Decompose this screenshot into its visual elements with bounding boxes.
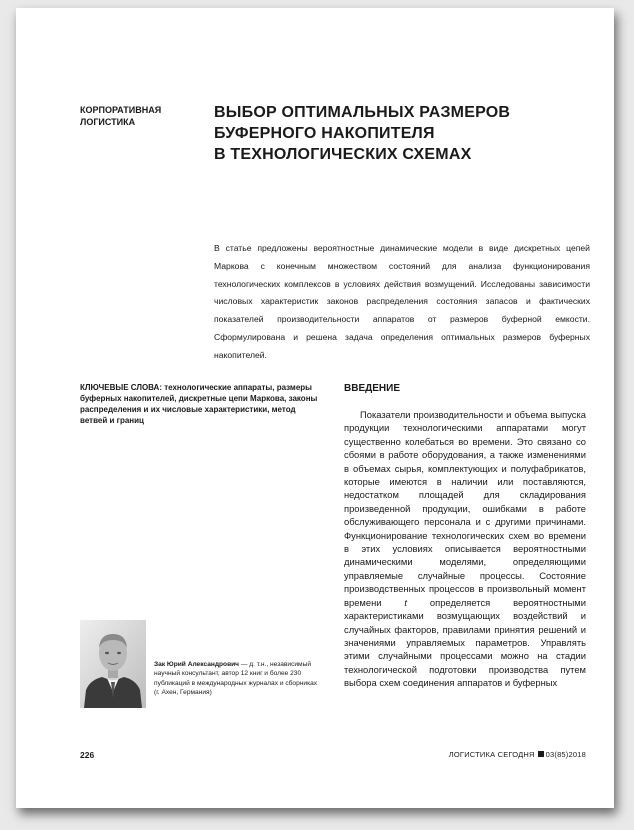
intro-text-part: Показатели производительности и объема выпуска продукции технологическими аппаратами могут существенно колебаться во времени. Это связано со сбоями в работе оборудования, а также изменениями в объемах сырья, комплектующих и полуфабрикатов, которые имеются в наличии или поставляются, недостатком площадей для складирования произведенной продукции, ошибками в работе обслуживающего персонала и с другими причинами. Функционирование технологических схем во времени в этих условиях описывается вероятностными динамическими моделями, определяющими управляемые случайные процессы. Состояние производственных процессов в произвольный момент времени: [344, 409, 586, 608]
journal-name: ЛОГИСТИКА СЕГОДНЯ: [448, 750, 535, 759]
intro-body: [344, 408, 586, 690]
journal-footer: [449, 750, 586, 759]
page: [16, 8, 614, 808]
intro-text-part: определяется вероятностными характеристиками возмущающих воздействий и случайных факторов, правилами принятия решений и значениями управляемых параметров. Управлять этими случайными процессами можно на стадии технологической подготовки производства путем выбора схем соединения аппаратов и буферных: [344, 596, 586, 689]
square-separator-icon: [538, 751, 544, 757]
journal-issue: 03(85)2018: [545, 750, 586, 759]
time-symbol: t: [404, 596, 408, 608]
title-line: В ТЕХНОЛОГИЧЕСКИХ СХЕМАХ: [214, 146, 472, 163]
title-line: БУФЕРНОГО НАКОПИТЕЛЯ: [214, 125, 435, 142]
author-bio: — д. т.н., независимый научный консультант, автор 12 книг и более 230 публикаций в международных журналах и сборниках (г. Ахен, Германия): [154, 661, 318, 697]
keywords: КЛЮЧЕВЫЕ СЛОВА: технологические аппараты, размеры буферных накопителей, дискретные цепи Маркова, законы распределения и их числовые характеристики, метод ветвей и границ: [80, 383, 318, 425]
author-portrait-icon: [80, 620, 146, 708]
abstract: В статье предложены вероятностные динамические модели в виде дискретных цепей Маркова с конечным множеством состояний для анализа функционирования технологических комплексов в условиях действия возмущений. Исследованы зависимости числовых характеристик законов распределения состояния запасов и фактических показателей производительности аппаратов от размеров буферной емкости. Сформулирована и решена задача определения оптимальных размеров буферных накопителей.: [214, 243, 590, 360]
intro-heading: ВВЕДЕНИЕ: [344, 383, 400, 394]
intro-paragraph: [344, 408, 586, 690]
author-name: Зак Юрий Александрович: [154, 661, 240, 668]
page-number: 226: [80, 750, 95, 760]
author-photo: [80, 620, 146, 708]
article-title: [214, 102, 594, 165]
section-label-line: ЛОГИСТИКА: [80, 117, 136, 127]
section-label-line: КОРПОРАТИВНАЯ: [80, 105, 162, 115]
author-info: [154, 660, 320, 698]
section-label: [80, 104, 200, 128]
title-line: ВЫБОР ОПТИМАЛЬНЫХ РАЗМЕРОВ: [214, 104, 511, 121]
